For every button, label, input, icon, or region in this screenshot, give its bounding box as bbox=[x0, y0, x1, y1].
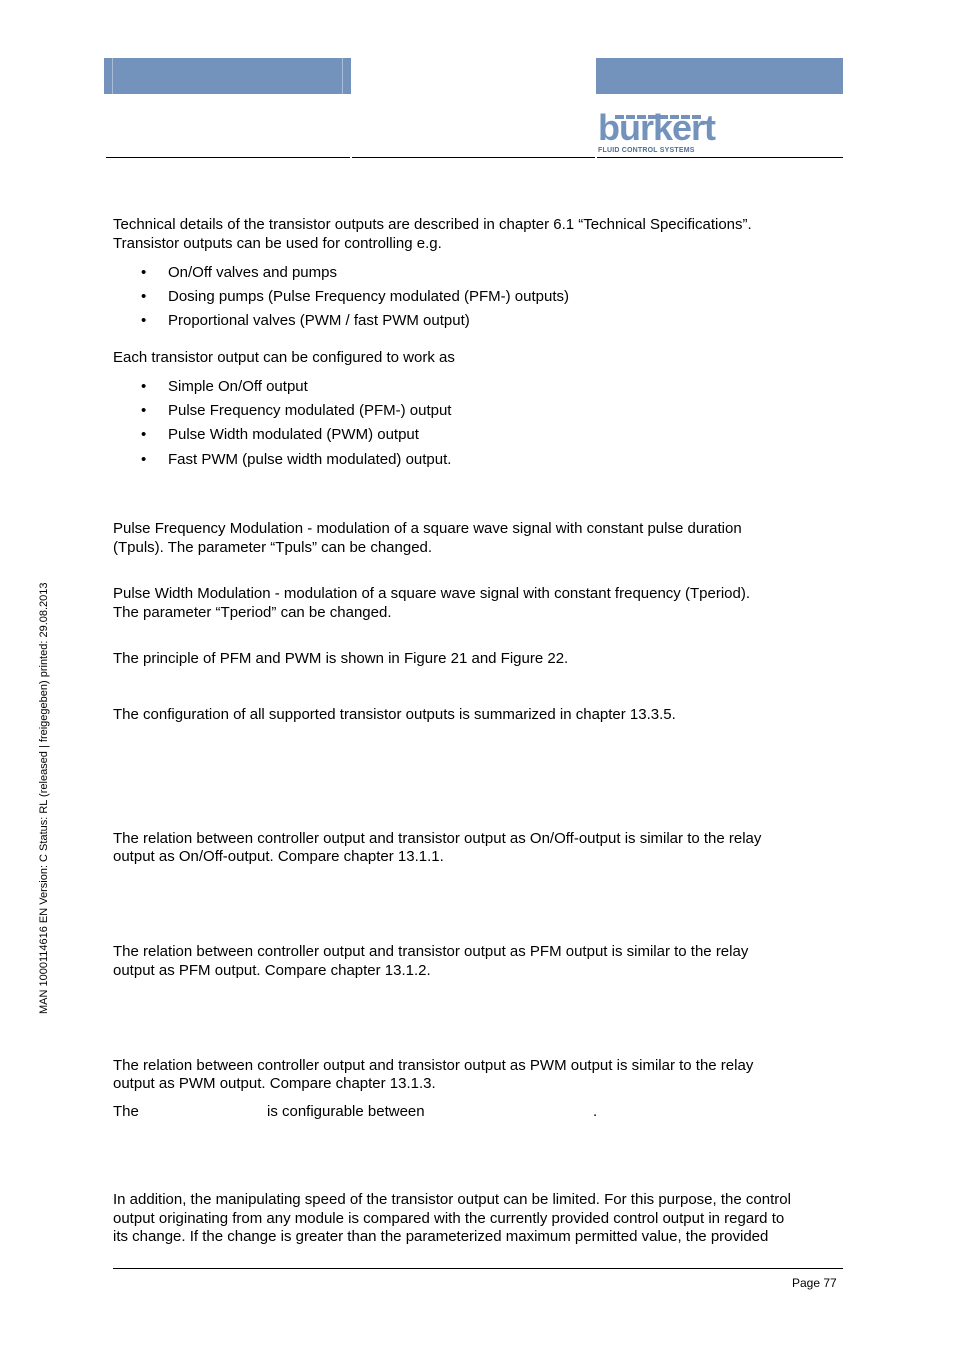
intro-line-2: Transistor outputs can be used for controlling e.g. bbox=[113, 235, 442, 252]
pwm-line-1: Pulse Width Modulation - modulation of a square wave signal with constant frequency (Tperiod). bbox=[113, 585, 750, 602]
pfm-relation-line-1: The relation between controller output and transistor output as PFM output is similar to the relay bbox=[113, 943, 749, 960]
onoff-line-2: output as On/Off-output. Compare chapter 13.1.1. bbox=[113, 848, 444, 865]
document-meta-sidebar: MAN 1000114616 EN Version: C Status: RL (released | freigegeben) printed: 29.08.2013 bbox=[38, 582, 50, 1014]
pwm-relation-line-1: The relation between controller output and transistor output as PWM output is similar to the relay bbox=[113, 1057, 754, 1074]
config-period: . bbox=[593, 1103, 598, 1120]
header-rule-right bbox=[597, 157, 843, 158]
logo-wordmark: burkert bbox=[598, 107, 716, 148]
page-number: Page 77 bbox=[792, 1276, 837, 1290]
speed-line-2: output originating from any module is compared with the currently provided control output in regard to bbox=[113, 1210, 785, 1227]
principle-text: The principle of PFM and PWM is shown in Figure 21 and Figure 22. bbox=[113, 650, 569, 667]
pfm-line-1: Pulse Frequency Modulation - modulation of a square wave signal with constant pulse duration bbox=[113, 520, 742, 537]
config-intro: Each transistor output can be configured to work as bbox=[113, 349, 455, 366]
header-rule-left bbox=[106, 157, 350, 158]
pfm-line-2: (Tpuls). The parameter “Tpuls” can be changed. bbox=[113, 539, 433, 556]
header-bar-right bbox=[596, 58, 843, 94]
summary-text: The configuration of all supported transistor outputs is summarized in chapter 13.3.5. bbox=[113, 706, 676, 723]
header-rule-middle bbox=[352, 157, 595, 158]
config-word-between: is configurable between bbox=[267, 1103, 425, 1120]
pwm-relation-line-2: output as PWM output. Compare chapter 13.1.3. bbox=[113, 1075, 436, 1092]
pwm-line-2: The parameter “Tperiod” can be changed. bbox=[113, 604, 392, 621]
logo-tagline: FLUID CONTROL SYSTEMS bbox=[598, 147, 695, 154]
header-bar-left bbox=[104, 58, 351, 94]
speed-line-3: its change. If the change is greater than the parameterized maximum permitted value, the provided bbox=[113, 1228, 769, 1245]
footer-rule bbox=[113, 1268, 843, 1269]
pfm-relation-line-2: output as PFM output. Compare chapter 13.1.2. bbox=[113, 962, 431, 979]
intro-line-1: Technical details of the transistor outputs are described in chapter 6.1 “Technical Specifications”. bbox=[113, 216, 752, 233]
onoff-line-1: The relation between controller output and transistor output as On/Off-output is similar to the relay bbox=[113, 830, 762, 847]
burkert-logo bbox=[598, 106, 716, 156]
config-word-the: The bbox=[113, 1103, 139, 1120]
speed-line-1: In addition, the manipulating speed of the transistor output can be limited. For this purpose, the control bbox=[113, 1191, 791, 1208]
